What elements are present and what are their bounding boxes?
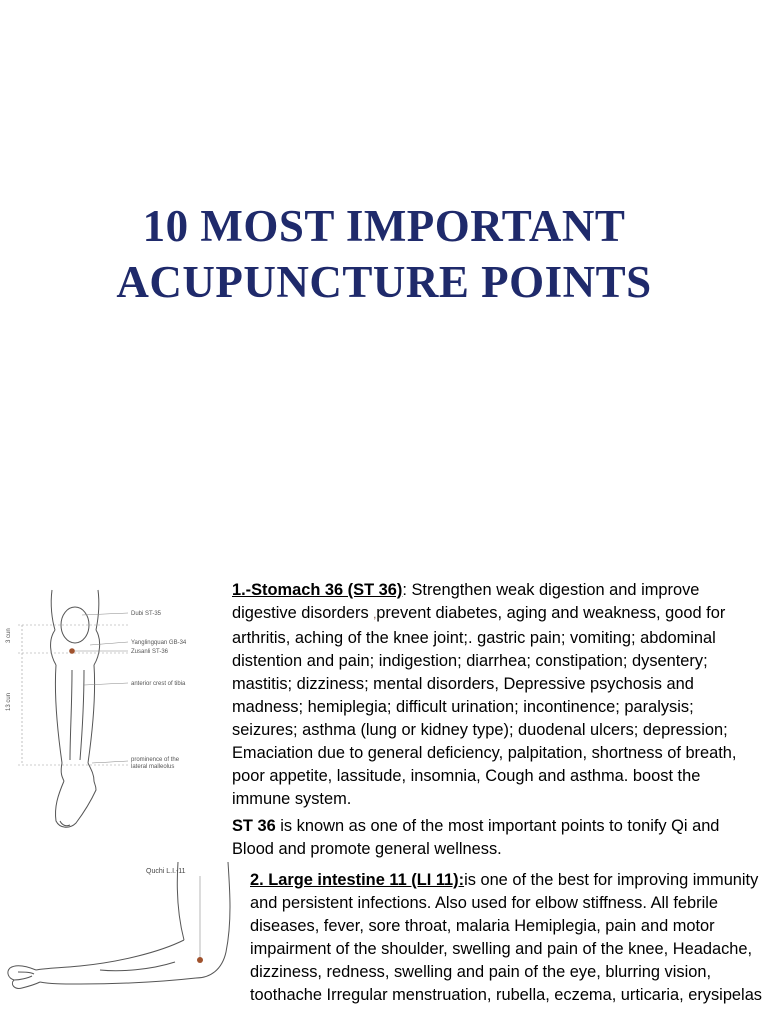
page-title: [0, 198, 768, 310]
point-st36-heading: 1.-Stomach 36 (ST 36): [232, 581, 403, 599]
st36-summary-lead: ST 36: [232, 817, 276, 835]
label-dubi: Dubi ST-35: [131, 611, 162, 617]
point-st36-intro: : Strengthen weak digestion and improve digestive disorders: [232, 581, 700, 622]
point-st36-comma: ,: [373, 609, 377, 621]
arm-illustration: [0, 862, 240, 992]
st36-summary-body: is known as one of the most important points to tonify Qi and Blood and promote general wellness.: [232, 817, 720, 858]
title-line-1: 10 MOST IMPORTANT: [142, 201, 626, 251]
point-st36-paragraph: [232, 579, 762, 811]
title-line-2: ACUPUNCTURE POINTS: [116, 257, 652, 307]
label-3-cun: 3 cun: [6, 628, 12, 643]
label-yanglingquan: Yanglingquan GB-34: [131, 640, 187, 646]
label-zusanli: Zusanli ST-36: [131, 649, 169, 655]
label-anterior-crest: anterior crest of tibia: [131, 681, 186, 687]
point-st36-body: prevent diabetes, aging and weakness, good for arthritis, aching of the knee joint;. gastric pain; vomiting; abdominal distention and pain; indigestion; diarrhea; constipation; dysentery; mastitis; dizziness; mental disorders, Depressive psychosis and madness; hemiplegia; difficult urination; incontinence; paralysis; seizures; asthma (lung or kidney type); duodenal ulcers; depression; Emaciation due to general deficiency, palpitation, shortness of breath, poor appetite, lassitude, insomnia, Cough and asthma. boost the immune system.: [232, 604, 737, 808]
label-13-cun: 13 cun: [6, 692, 12, 711]
label-prominence: prominence of the: [131, 757, 180, 763]
label-malleolus: lateral malleolus: [131, 764, 175, 770]
leg-illustration: [0, 585, 190, 835]
st36-summary-paragraph: [232, 815, 762, 861]
point-li11-body: is one of the best for improving immunity and persistent infections. Also used for elbow stiffness. All febrile diseases, fever, sore throat, malaria Hemiplegia, pain and motor impairment of the shoulder, swelling and pain of the knee, Headache, dizziness, redness, swelling and pain of the eye, blurring vision, toothache Irregular menstruation, rubella, eczema, urticaria, erysipelas: [250, 871, 762, 1004]
point-li11-heading: 2. Large intestine 11 (LI 11):: [250, 871, 465, 889]
label-quchi: Quchi L.I.-11: [146, 868, 186, 875]
point-li11-paragraph: [250, 869, 762, 1007]
